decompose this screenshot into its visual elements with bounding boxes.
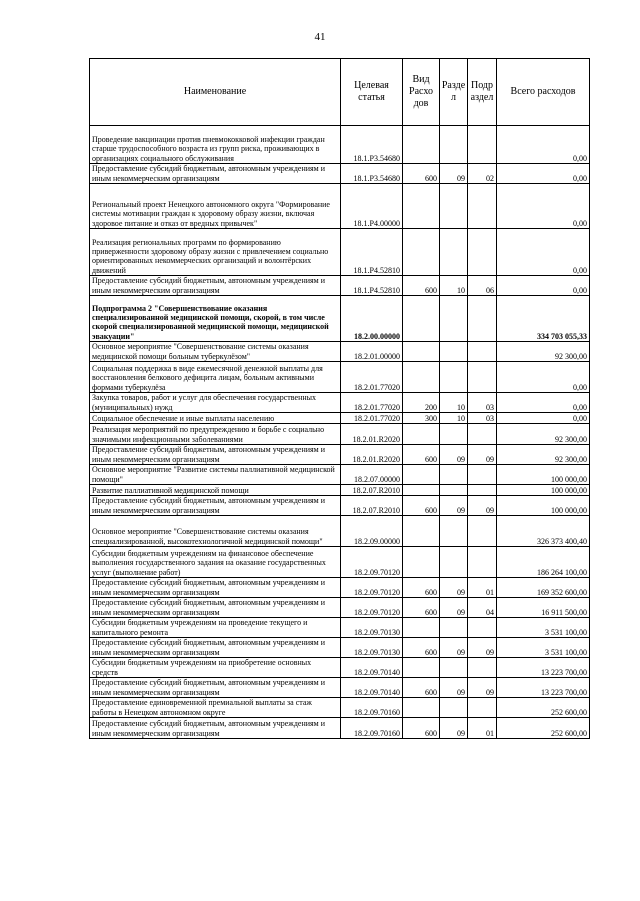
cell-section xyxy=(440,516,468,547)
table-row xyxy=(90,393,590,413)
cell-expense-type xyxy=(403,516,440,547)
cell-subsection xyxy=(468,516,497,547)
cell-name: Предоставление субсидий бюджетным, автономным учреждениям и иным некоммерческим организациям xyxy=(90,445,341,465)
cell-expense-type: 600 xyxy=(403,598,440,618)
cell-expense-type xyxy=(403,658,440,678)
table-row xyxy=(90,578,590,598)
cell-name: Реализация мероприятий по предупреждению и борьбе с социально значимыми инфекционными заболеваниями xyxy=(90,424,341,445)
cell-section: 10 xyxy=(440,413,468,424)
cell-section: 09 xyxy=(440,445,468,465)
cell-subsection: 09 xyxy=(468,678,497,698)
cell-subsection xyxy=(468,362,497,393)
cell-section xyxy=(440,184,468,229)
cell-total: 0,00 xyxy=(497,229,590,276)
cell-subsection: 02 xyxy=(468,164,497,184)
cell-target-article: 18.2.09.70120 xyxy=(341,578,403,598)
header-section: Разде л xyxy=(440,59,468,126)
cell-name: Основное мероприятие "Совершенствование системы оказания специализированной, высокотехнологичной медицинской помощи" xyxy=(90,516,341,547)
cell-subsection xyxy=(468,547,497,578)
table-row xyxy=(90,485,590,496)
table-row xyxy=(90,164,590,184)
table-row xyxy=(90,618,590,638)
cell-total: 0,00 xyxy=(497,276,590,296)
cell-total: 92 300,00 xyxy=(497,445,590,465)
cell-section: 09 xyxy=(440,718,468,739)
header-subsection: Подр аздел xyxy=(468,59,497,126)
cell-total: 334 703 055,33 xyxy=(497,296,590,342)
cell-expense-type xyxy=(403,485,440,496)
cell-target-article: 18.2.07.00000 xyxy=(341,465,403,485)
cell-name: Подпрограмма 2 "Совершенствование оказания специализированной медицинской помощи, скорой, в том числе скорой специализированной медицинской помощи, медицинской эвакуации" xyxy=(90,296,341,342)
cell-expense-type xyxy=(403,362,440,393)
cell-subsection xyxy=(468,424,497,445)
cell-subsection: 01 xyxy=(468,578,497,598)
cell-target-article: 18.2.01.R2020 xyxy=(341,445,403,465)
cell-section xyxy=(440,698,468,718)
cell-target-article: 18.2.01.77020 xyxy=(341,413,403,424)
cell-expense-type: 600 xyxy=(403,578,440,598)
cell-target-article: 18.2.09.70140 xyxy=(341,678,403,698)
table-row xyxy=(90,496,590,516)
cell-name: Субсидии бюджетным учреждениям на проведение текущего и капитального ремонта xyxy=(90,618,341,638)
cell-target-article: 18.2.09.70140 xyxy=(341,658,403,678)
table-row xyxy=(90,445,590,465)
table-row xyxy=(90,658,590,678)
table-row xyxy=(90,516,590,547)
cell-name: Предоставление субсидий бюджетным, автономным учреждениям и иным некоммерческим организациям xyxy=(90,718,341,739)
cell-expense-type: 600 xyxy=(403,638,440,658)
header-total-expenses: Всего расходов xyxy=(497,59,590,126)
cell-total: 0,00 xyxy=(497,362,590,393)
table-row xyxy=(90,424,590,445)
cell-subsection xyxy=(468,184,497,229)
cell-name: Проведение вакцинации против пневмококковой инфекции граждан старше трудоспособного возраста из групп риска, проживающих в организациях социального обслуживания xyxy=(90,126,341,164)
cell-target-article: 18.2.01.77020 xyxy=(341,393,403,413)
table-row xyxy=(90,547,590,578)
table-row xyxy=(90,465,590,485)
cell-expense-type xyxy=(403,296,440,342)
cell-target-article: 18.1.P4.00000 xyxy=(341,184,403,229)
cell-expense-type xyxy=(403,547,440,578)
cell-section xyxy=(440,296,468,342)
cell-target-article: 18.2.07.R2010 xyxy=(341,496,403,516)
cell-subsection: 03 xyxy=(468,393,497,413)
cell-subsection xyxy=(468,485,497,496)
table-row xyxy=(90,362,590,393)
table-row xyxy=(90,598,590,618)
cell-section: 10 xyxy=(440,276,468,296)
header-expense-type: Вид Расхо дов xyxy=(403,59,440,126)
cell-section xyxy=(440,485,468,496)
cell-name: Предоставление субсидий бюджетным, автономным учреждениям и иным некоммерческим организациям xyxy=(90,578,341,598)
cell-section: 09 xyxy=(440,496,468,516)
cell-section: 10 xyxy=(440,393,468,413)
cell-name: Предоставление субсидий бюджетным, автономным учреждениям и иным некоммерческим организациям xyxy=(90,638,341,658)
cell-expense-type xyxy=(403,342,440,362)
cell-expense-type: 600 xyxy=(403,276,440,296)
cell-subsection xyxy=(468,658,497,678)
cell-section xyxy=(440,362,468,393)
cell-expense-type: 600 xyxy=(403,445,440,465)
cell-target-article: 18.1.P4.52810 xyxy=(341,276,403,296)
cell-subsection xyxy=(468,342,497,362)
cell-total: 100 000,00 xyxy=(497,465,590,485)
cell-target-article: 18.1.P4.52810 xyxy=(341,229,403,276)
cell-target-article: 18.2.01.R2020 xyxy=(341,424,403,445)
table-row xyxy=(90,229,590,276)
cell-subsection: 01 xyxy=(468,718,497,739)
cell-subsection: 03 xyxy=(468,413,497,424)
cell-total: 16 911 500,00 xyxy=(497,598,590,618)
cell-name: Предоставление субсидий бюджетным, автономным учреждениям и иным некоммерческим организациям xyxy=(90,678,341,698)
cell-total: 252 600,00 xyxy=(497,698,590,718)
cell-subsection xyxy=(468,698,497,718)
cell-total: 13 223 700,00 xyxy=(497,678,590,698)
cell-subsection: 06 xyxy=(468,276,497,296)
cell-name: Предоставление единовременной премиальной выплаты за стаж работы в Ненецком автономном округе xyxy=(90,698,341,718)
header-target-article: Целевая статья xyxy=(341,59,403,126)
budget-table xyxy=(89,58,590,739)
cell-subsection: 04 xyxy=(468,598,497,618)
cell-section xyxy=(440,658,468,678)
cell-total: 13 223 700,00 xyxy=(497,658,590,678)
cell-name: Субсидии бюджетным учреждениям на финансовое обеспечение выполнения государственного задания на оказание государственных услуг (выполнение работ) xyxy=(90,547,341,578)
cell-section: 09 xyxy=(440,578,468,598)
cell-total: 100 000,00 xyxy=(497,485,590,496)
cell-name: Предоставление субсидий бюджетным, автономным учреждениям и иным некоммерческим организациям xyxy=(90,276,341,296)
cell-subsection: 09 xyxy=(468,496,497,516)
cell-subsection xyxy=(468,465,497,485)
cell-section xyxy=(440,424,468,445)
cell-total: 326 373 400,40 xyxy=(497,516,590,547)
cell-name: Основное мероприятие "Развитие системы паллиативной медицинской помощи" xyxy=(90,465,341,485)
cell-section xyxy=(440,342,468,362)
cell-total: 169 352 600,00 xyxy=(497,578,590,598)
cell-expense-type: 300 xyxy=(403,413,440,424)
cell-expense-type xyxy=(403,424,440,445)
cell-name: Развитие паллиативной медицинской помощи xyxy=(90,485,341,496)
cell-subsection: 09 xyxy=(468,445,497,465)
cell-name: Закупка товаров, работ и услуг для обеспечения государственных (муниципальных) нужд xyxy=(90,393,341,413)
cell-target-article: 18.2.09.70120 xyxy=(341,598,403,618)
cell-total: 3 531 100,00 xyxy=(497,618,590,638)
cell-name: Основное мероприятие "Совершенствование системы оказания медицинской помощи больным туберкулёзом" xyxy=(90,342,341,362)
cell-expense-type: 600 xyxy=(403,678,440,698)
table-row xyxy=(90,718,590,739)
page-number: 41 xyxy=(314,31,326,43)
cell-expense-type xyxy=(403,229,440,276)
cell-subsection xyxy=(468,296,497,342)
table-row xyxy=(90,698,590,718)
table-body xyxy=(90,126,590,739)
cell-subsection xyxy=(468,618,497,638)
cell-target-article: 18.2.07.R2010 xyxy=(341,485,403,496)
cell-total: 100 000,00 xyxy=(497,496,590,516)
cell-total: 3 531 100,00 xyxy=(497,638,590,658)
cell-expense-type xyxy=(403,465,440,485)
cell-target-article: 18.2.09.70130 xyxy=(341,638,403,658)
cell-name: Региональный проект Ненецкого автономного округа "Формирование системы мотивации граждан к здоровому образу жизни, включая здоровое питание и отказ от вредных привычек" xyxy=(90,184,341,229)
cell-total: 0,00 xyxy=(497,184,590,229)
cell-section: 09 xyxy=(440,164,468,184)
cell-section: 09 xyxy=(440,638,468,658)
table-row xyxy=(90,678,590,698)
cell-target-article: 18.2.01.00000 xyxy=(341,342,403,362)
cell-section xyxy=(440,547,468,578)
cell-target-article: 18.2.00.00000 xyxy=(341,296,403,342)
cell-expense-type xyxy=(403,618,440,638)
cell-expense-type: 600 xyxy=(403,164,440,184)
cell-name: Реализация региональных программ по формированию приверженности здоровому образу жизни с привлечением социально ориентированных некоммерческих организаций и волонтёрских движений xyxy=(90,229,341,276)
cell-target-article: 18.2.09.70160 xyxy=(341,718,403,739)
cell-target-article: 18.1.P3.54680 xyxy=(341,126,403,164)
cell-expense-type: 200 xyxy=(403,393,440,413)
cell-total: 0,00 xyxy=(497,413,590,424)
cell-total: 186 264 100,00 xyxy=(497,547,590,578)
cell-total: 0,00 xyxy=(497,393,590,413)
table-row xyxy=(90,296,590,342)
cell-target-article: 18.1.P3.54680 xyxy=(341,164,403,184)
cell-section xyxy=(440,229,468,276)
table-row xyxy=(90,276,590,296)
cell-target-article: 18.2.09.70160 xyxy=(341,698,403,718)
cell-total: 0,00 xyxy=(497,164,590,184)
table-row xyxy=(90,126,590,164)
cell-section xyxy=(440,618,468,638)
cell-section: 09 xyxy=(440,598,468,618)
cell-name: Предоставление субсидий бюджетным, автономным учреждениям и иным некоммерческим организациям xyxy=(90,496,341,516)
cell-expense-type: 600 xyxy=(403,718,440,739)
table-row xyxy=(90,413,590,424)
cell-name: Социальное обеспечение и иные выплаты населению xyxy=(90,413,341,424)
cell-expense-type: 600 xyxy=(403,496,440,516)
cell-name: Социальная поддержка в виде ежемесячной денежной выплаты для восстановления белкового дефицита лицам, больным активными формами туберкулёза xyxy=(90,362,341,393)
cell-expense-type xyxy=(403,126,440,164)
cell-expense-type xyxy=(403,184,440,229)
cell-target-article: 18.2.09.70130 xyxy=(341,618,403,638)
cell-target-article: 18.2.09.00000 xyxy=(341,516,403,547)
cell-section xyxy=(440,126,468,164)
cell-name: Предоставление субсидий бюджетным, автономным учреждениям и иным некоммерческим организациям xyxy=(90,598,341,618)
table-header-row xyxy=(90,59,590,126)
cell-total: 92 300,00 xyxy=(497,424,590,445)
cell-target-article: 18.2.01.77020 xyxy=(341,362,403,393)
cell-subsection xyxy=(468,126,497,164)
table-row xyxy=(90,184,590,229)
cell-subsection xyxy=(468,229,497,276)
cell-expense-type xyxy=(403,698,440,718)
cell-total: 0,00 xyxy=(497,126,590,164)
cell-target-article: 18.2.09.70120 xyxy=(341,547,403,578)
header-name: Наименование xyxy=(90,59,341,126)
cell-total: 92 300,00 xyxy=(497,342,590,362)
cell-name: Предоставление субсидий бюджетным, автономным учреждениям и иным некоммерческим организациям xyxy=(90,164,341,184)
table-row xyxy=(90,342,590,362)
cell-name: Субсидии бюджетным учреждениям на приобретение основных средств xyxy=(90,658,341,678)
cell-total: 252 600,00 xyxy=(497,718,590,739)
cell-subsection: 09 xyxy=(468,638,497,658)
table-row xyxy=(90,638,590,658)
cell-section xyxy=(440,465,468,485)
cell-section: 09 xyxy=(440,678,468,698)
